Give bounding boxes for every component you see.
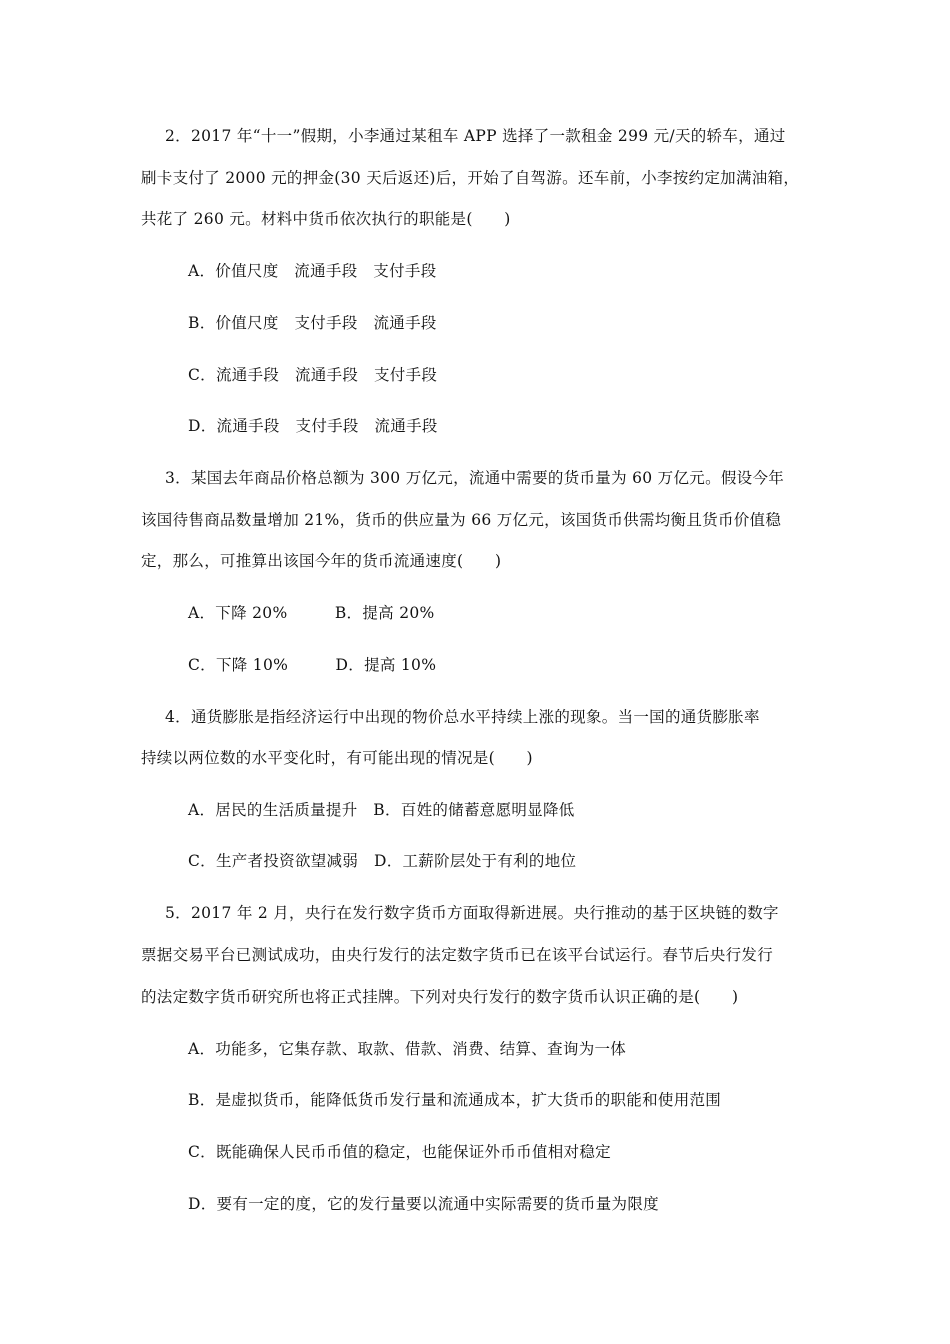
question-2-option-c[interactable]: C．流通手段 流通手段 支付手段 <box>188 366 438 384</box>
question-3-stem-line-2: 该国待售商品数量增加 21%，货币的供应量为 66 万亿元，该国货币供需均衡且货币价值稳 <box>141 511 782 529</box>
question-3-options-row-1[interactable]: A．下降 20% B．提高 20% <box>188 604 435 622</box>
question-5-option-c[interactable]: C．既能确保人民币币值的稳定，也能保证外币币值相对稳定 <box>188 1143 611 1161</box>
question-2-option-b[interactable]: B．价值尺度 支付手段 流通手段 <box>188 314 437 332</box>
question-5-option-b[interactable]: B．是虚拟货币，能降低货币发行量和流通成本，扩大货币的职能和使用范围 <box>188 1091 722 1109</box>
question-5-stem-line-3: 的法定数字货币研究所也将正式挂牌。下列对央行发行的数字货币认识正确的是( ) <box>141 988 739 1006</box>
question-5-stem-line-2: 票据交易平台已测试成功，由央行发行的法定数字货币已在该平台试运行。春节后央行发行 <box>141 946 774 964</box>
question-3-stem-line-3: 定，那么，可推算出该国今年的货币流通速度( ) <box>141 552 502 570</box>
question-5-option-d[interactable]: D．要有一定的度，它的发行量要以流通中实际需要的货币量为限度 <box>188 1195 659 1213</box>
question-2-stem-line-2: 刷卡支付了 2000 元的押金(30 天后返还)后，开始了自驾游。还车前，小李按约定加满油箱， <box>141 169 800 187</box>
question-3-options-row-2[interactable]: C．下降 10% D．提高 10% <box>188 656 437 674</box>
question-2-stem-line-1: 2．2017 年“十一”假期，小李通过某租车 APP 选择了一款租金 299 元/天的轿车，通过 <box>165 127 786 145</box>
question-3-stem-line-1: 3．某国去年商品价格总额为 300 万亿元，流通中需要的货币量为 60 万亿元。假设今年 <box>165 469 785 487</box>
question-4-options-row-1[interactable]: A．居民的生活质量提升 B．百姓的储蓄意愿明显降低 <box>188 801 575 819</box>
question-2-option-a[interactable]: A．价值尺度 流通手段 支付手段 <box>188 262 437 280</box>
question-5-option-a[interactable]: A．功能多，它集存款、取款、借款、消费、结算、查询为一体 <box>188 1040 627 1058</box>
question-4-options-row-2[interactable]: C．生产者投资欲望减弱 D．工薪阶层处于有利的地位 <box>188 852 577 870</box>
question-4-stem-line-2: 持续以两位数的水平变化时，有可能出现的情况是( ) <box>141 749 533 767</box>
question-5-stem-line-1: 5．2017 年 2 月，央行在发行数字货币方面取得新进展。央行推动的基于区块链的数字 <box>165 904 779 922</box>
question-4-stem-line-1: 4．通货膨胀是指经济运行中出现的物价总水平持续上涨的现象。当一国的通货膨胀率 <box>165 708 760 726</box>
question-2-stem-line-3: 共花了 260 元。材料中货币依次执行的职能是( ) <box>141 210 511 228</box>
question-2-option-d[interactable]: D．流通手段 支付手段 流通手段 <box>188 417 438 435</box>
